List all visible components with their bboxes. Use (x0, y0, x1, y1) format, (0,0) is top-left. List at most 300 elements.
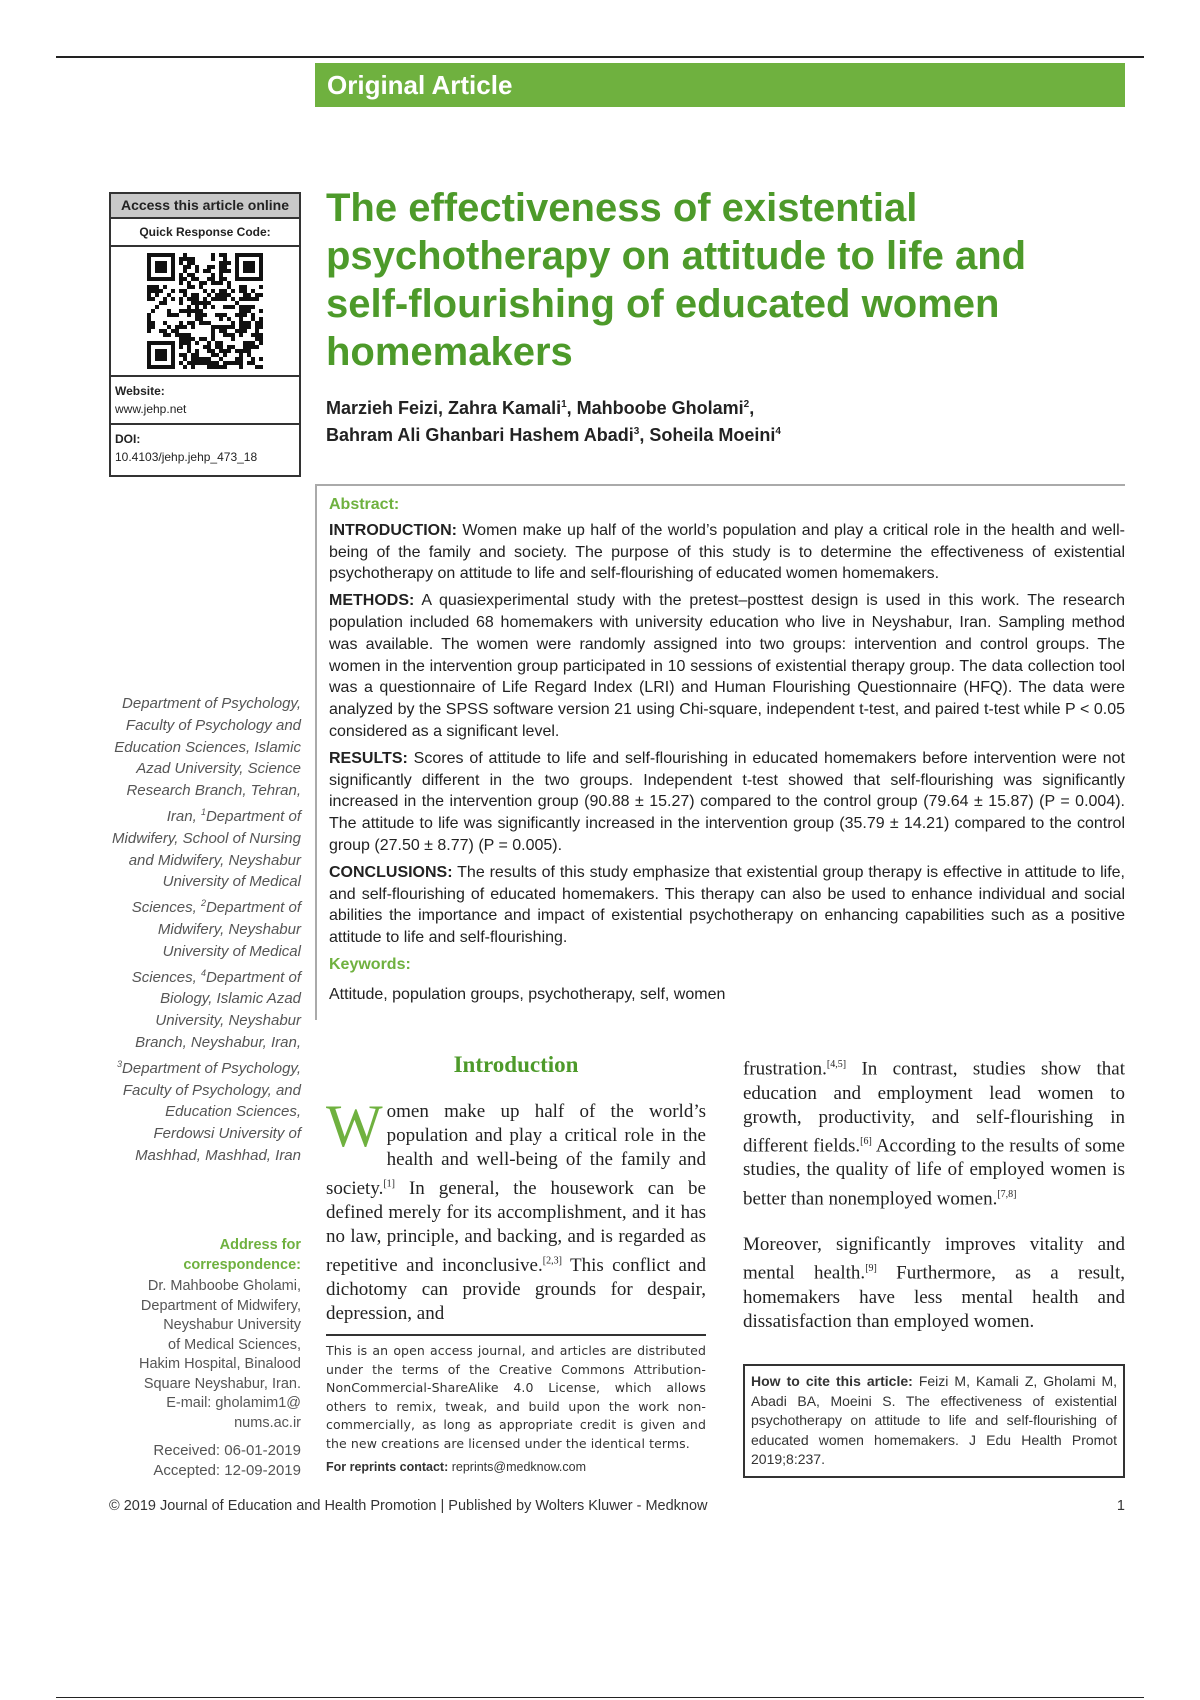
qr-module (219, 349, 223, 353)
qr-module (207, 345, 211, 349)
citation-text: Feizi M, Kamali Z, Gholami M, Abadi BA, Moeini S. The effectiveness of existential psychotherapy on attitude to life and self-flourishing of educated women homemakers. J Edu Health Promot 2019;8:237. (751, 1373, 1118, 1468)
qr-module (251, 345, 255, 349)
qr-module (255, 321, 259, 325)
qr-module (255, 329, 259, 333)
qr-module (195, 361, 199, 365)
intro-col1-text (326, 1093, 706, 1325)
correspondence-line: E-mail: gholamim1@ (166, 1395, 301, 1411)
qr-module (259, 309, 263, 313)
qr-module (211, 257, 215, 261)
qr-module (155, 289, 159, 293)
qr-module (239, 305, 243, 309)
qr-module (223, 325, 227, 329)
qr-module (215, 345, 219, 349)
section-text: Scores of attitude to life and self-flourishing in educated homemakers before intervention were not significantly different in the two groups. Independent t-test showed that self-flourishing was significantly increased in the intervention group (90.88 ± 15.27) compared to the control group (79.64 ± 15.87) (P = 0.004). The attitude to life was significantly increased in the intervention group (35.79 ± 14.21) compared to the control group (27.50 ± 8.77) (P = 0.005). (329, 749, 1125, 854)
qr-module (191, 257, 195, 261)
qr-module (187, 305, 191, 309)
qr-module (151, 325, 155, 329)
qr-module (251, 341, 255, 345)
qr-module (195, 357, 199, 361)
qr-module (183, 289, 187, 293)
qr-module (163, 301, 167, 305)
qr-module (235, 301, 239, 305)
qr-module (187, 285, 191, 289)
qr-module (211, 329, 215, 333)
qr-module (203, 305, 207, 309)
abstract-results (329, 748, 1125, 857)
qr-module (207, 293, 211, 297)
qr-module (215, 293, 219, 297)
qr-module (251, 305, 255, 309)
qr-module (243, 325, 247, 329)
qr-module (227, 261, 231, 265)
accepted-date: Accepted: 12-09-2019 (153, 1461, 301, 1479)
qr-module (191, 337, 195, 341)
qr-module (175, 329, 179, 333)
qr-module (147, 285, 151, 289)
qr-module (179, 277, 183, 281)
affiliation-text: Department of Biology, Islamic Azad University, Neyshabur Branch, Neyshabur, Iran, (135, 968, 301, 1051)
qr-module (243, 285, 247, 289)
correspondence-lines (104, 1277, 301, 1433)
qr-module (147, 289, 151, 293)
qr-module (179, 333, 183, 337)
qr-module (239, 365, 243, 369)
qr-module (187, 297, 191, 301)
reprints-contact (326, 1460, 706, 1474)
qr-module (183, 333, 187, 337)
qr-module (227, 281, 231, 285)
qr-module (259, 317, 263, 321)
qr-module (219, 281, 223, 285)
reference-mark[interactable]: [7,8] (997, 1188, 1017, 1200)
qr-module (187, 341, 191, 345)
qr-module (231, 325, 235, 329)
section-text: A quasiexperimental study with the pretest–posttest design is used in this work. The research population included 68 homemakers with university education who live in Neyshabur, Iran. Sampling method was available. The women were randomly assigned into two groups: intervention and control groups. The women in the intervention group participated in 10 sessions of existential therapy group. The data collection tool was a questionnaire of Life Regard Index (LRI) and Human Flourishing Questionnaire (HFQ). The data were analyzed by the SPSS software version 21 using Chi-square, independent t-test, and paired t-test while P < 0.05 considered as a significant level. (329, 592, 1125, 740)
qr-module (199, 317, 203, 321)
qr-module (239, 313, 243, 317)
qr-module (219, 265, 223, 269)
qr-module (179, 345, 183, 349)
qr-module (151, 285, 155, 289)
qr-module (183, 253, 187, 257)
qr-module (223, 261, 227, 265)
qr-module (259, 285, 263, 289)
author-affiliation-mark: 3 (633, 426, 640, 437)
qr-module (187, 265, 191, 269)
qr-module (203, 361, 207, 365)
author-affiliation-mark: 4 (775, 426, 781, 437)
keywords-text: Attitude, population groups, psychotherapy, self, women (329, 985, 726, 1003)
affiliation-mark: 3 (117, 1058, 123, 1069)
qr-module (183, 269, 187, 273)
qr-module (179, 321, 183, 325)
affiliation-text: Department of Psychology, Faculty of Psychology, and Education Sciences, Ferdowsi University of Mashhad, Mashhad, Iran (122, 1059, 301, 1164)
qr-module (227, 269, 231, 273)
qr-module (247, 353, 251, 357)
qr-module (179, 297, 183, 301)
qr-module (227, 325, 231, 329)
qr-module (223, 257, 227, 261)
qr-module (259, 341, 263, 345)
qr-module (199, 357, 203, 361)
introduction-heading: Introduction (453, 1052, 579, 1077)
qr-module (255, 297, 259, 301)
qr-module (195, 317, 199, 321)
section-label: INTRODUCTION: (329, 521, 457, 539)
affiliation-text: Department of Psychology, Faculty of Psychology and Education Sciences, Islamic Azad University, Science Research Branch, Tehran, Iran, (114, 695, 301, 825)
abstract-methods (329, 590, 1125, 743)
qr-module (195, 293, 199, 297)
qr-module (215, 281, 219, 285)
correspondence-line: nums.ac.ir (234, 1414, 301, 1431)
affiliation-text: Department of Midwifery, Neyshabur University of Medical Sciences, (131, 899, 301, 986)
qr-module (223, 265, 227, 269)
qr-module (243, 345, 247, 349)
qr-module (163, 321, 167, 325)
qr-module (207, 357, 211, 361)
correspondence-line: Neyshabur University (163, 1317, 301, 1333)
author-affiliation-mark: 1 (561, 399, 567, 410)
qr-module (247, 293, 251, 297)
qr-module (191, 309, 195, 313)
qr-module (251, 333, 255, 337)
qr-module (219, 269, 223, 273)
qr-module (195, 297, 199, 301)
qr-module (167, 313, 171, 317)
qr-module (199, 361, 203, 365)
intro-text: Moreover, significantly improves vitality and mental health. (743, 1234, 1125, 1284)
qr-module (183, 365, 187, 369)
reprints-label: For reprints contact: (326, 1460, 449, 1474)
qr-module (179, 281, 183, 285)
qr-module (183, 353, 187, 357)
bottom-rule (56, 1697, 1144, 1698)
qr-module (167, 333, 171, 337)
qr-module (207, 361, 211, 365)
qr-module (219, 357, 223, 361)
qr-module (171, 313, 175, 317)
qr-module (191, 261, 195, 265)
qr-module (155, 305, 159, 309)
qr-module (223, 269, 227, 273)
qr-module (223, 361, 227, 365)
abstract-conclusions (329, 862, 1125, 949)
qr-module (219, 313, 223, 317)
qr-finder-inner (243, 261, 255, 273)
correspondence-line: Hakim Hospital, Binalood (139, 1356, 301, 1372)
footer-text: © 2019 Journal of Education and Health Promotion | Published by Wolters Kluwer - Medknow (109, 1498, 708, 1514)
qr-module (211, 333, 215, 337)
qr-module (247, 349, 251, 353)
qr-module (255, 337, 259, 341)
qr-module (243, 341, 247, 345)
qr-module (159, 301, 163, 305)
qr-module (199, 281, 203, 285)
qr-module (211, 277, 215, 281)
qr-module (211, 349, 215, 353)
qr-module (239, 289, 243, 293)
intro-col2-paragraph-1 (743, 1053, 1125, 1211)
qr-module (259, 325, 263, 329)
qr-module (227, 349, 231, 353)
qr-module (223, 329, 227, 333)
qr-module (203, 357, 207, 361)
qr-module (211, 361, 215, 365)
qr-module (235, 357, 239, 361)
qr-module (211, 289, 215, 293)
qr-module (219, 345, 223, 349)
qr-module (239, 357, 243, 361)
qr-module (243, 313, 247, 317)
qr-module (155, 285, 159, 289)
article-title (326, 184, 1126, 376)
qr-module (187, 337, 191, 341)
qr-module (219, 297, 223, 301)
qr-module (163, 333, 167, 337)
qr-module (183, 293, 187, 297)
qr-module (255, 325, 259, 329)
qr-module (191, 277, 195, 281)
qr-module (159, 329, 163, 333)
qr-module (259, 357, 263, 361)
qr-module (179, 257, 183, 261)
qr-module (207, 265, 211, 269)
qr-module (195, 305, 199, 309)
qr-module (243, 293, 247, 297)
qr-module (223, 289, 227, 293)
author-name: , Soheila Moeini (639, 425, 776, 445)
qr-module (215, 353, 219, 357)
qr-module (239, 333, 243, 337)
qr-module (247, 341, 251, 345)
qr-module (199, 285, 203, 289)
abstract-introduction (329, 520, 1125, 585)
qr-module (187, 349, 191, 353)
qr-module (151, 289, 155, 293)
qr-module (223, 349, 227, 353)
doi-value[interactable]: 10.4103/jehp.jehp_473_18 (115, 450, 258, 464)
reference-mark[interactable]: [1] (383, 1178, 396, 1190)
affiliation-mark: 1 (200, 806, 206, 817)
qr-module (147, 317, 151, 321)
qr-module (243, 289, 247, 293)
qr-module (187, 333, 191, 337)
qr-module (219, 277, 223, 281)
author-name: , (749, 398, 755, 418)
qr-module (183, 257, 187, 261)
qr-module (239, 361, 243, 365)
qr-module (259, 365, 263, 369)
intro-col2-paragraph-2 (743, 1233, 1125, 1334)
qr-module (259, 337, 263, 341)
qr-module (179, 261, 183, 265)
author-name: , Mahboobe Gholami (566, 398, 744, 418)
qr-module (191, 321, 195, 325)
affiliation-text: Department of Midwifery, School of Nursing and Midwifery, Neyshabur University of Medical Sciences, (112, 807, 301, 917)
reference-mark[interactable]: [4,5] (826, 1059, 847, 1070)
correspondence-line: Square Neyshabur, Iran. (143, 1375, 301, 1392)
qr-module (247, 309, 251, 313)
qr-module (187, 313, 191, 317)
qr-module (207, 365, 211, 369)
qr-module (239, 329, 243, 333)
qr-module (183, 309, 187, 313)
section-text: The results of this study emphasize that existential group therapy is effective in attitude to life, and self-flourishing of educated homemakers. This therapy can also be used to enhance individual and social abilities the importance and impact of existential psychotherapy on enhancing capabilities such as a positive attitude to life and self-flourishing. (329, 863, 1125, 947)
qr-module (235, 361, 239, 365)
section-label: RESULTS: (329, 749, 408, 767)
qr-module (179, 309, 183, 313)
qr-module (207, 277, 211, 281)
qr-module (183, 357, 187, 361)
qr-module (199, 337, 203, 341)
qr-module (239, 317, 243, 321)
qr-module (147, 329, 151, 333)
qr-module (191, 357, 195, 361)
qr-module (159, 289, 163, 293)
qr-module (251, 297, 255, 301)
author-name: Zahra Kamali (448, 398, 562, 418)
qr-module (187, 361, 191, 365)
top-rule (56, 56, 1144, 58)
qr-module (179, 341, 183, 345)
qr-module (179, 337, 183, 341)
author-name: Marzieh Feizi, (326, 398, 449, 418)
keywords-heading: Keywords: (329, 955, 411, 973)
qr-module (195, 353, 199, 357)
qr-module (235, 329, 239, 333)
title-line: psychotherapy on attitude to life and (326, 234, 1027, 278)
intro-text: This conflict and dichotomy can provide grounds for despair, depression, and (326, 1254, 706, 1325)
qr-module (147, 325, 151, 329)
qr-module (231, 333, 235, 337)
qr-module (199, 301, 203, 305)
qr-module (167, 309, 171, 313)
qr-module (231, 321, 235, 325)
qr-module (223, 293, 227, 297)
reference-mark[interactable]: [6] (860, 1135, 872, 1147)
qr-module (231, 337, 235, 341)
qr-module (239, 353, 243, 357)
affiliation-mark: 4 (200, 967, 206, 978)
qr-module (259, 321, 263, 325)
qr-module (235, 313, 239, 317)
intro-text: Furthermore, as a result, homemakers have less mental health and dissatisfaction than employed women. (743, 1262, 1125, 1333)
qr-module (227, 293, 231, 297)
qr-module (179, 325, 183, 329)
qr-module (163, 329, 167, 333)
qr-module (243, 349, 247, 353)
qr-module (227, 333, 231, 337)
reference-mark[interactable]: [2,3] (542, 1255, 562, 1267)
qr-module (231, 297, 235, 301)
qr-module (231, 361, 235, 365)
qr-module (167, 293, 171, 297)
reference-mark[interactable]: [9] (865, 1263, 877, 1275)
qr-module (227, 285, 231, 289)
author-affiliation-mark: 2 (743, 399, 750, 410)
qr-module (151, 309, 155, 313)
qr-module (247, 361, 251, 365)
qr-module (247, 325, 251, 329)
section-label: METHODS: (329, 592, 415, 610)
authors-line-2 (326, 420, 1106, 447)
qr-code-icon[interactable] (147, 253, 263, 369)
license-notice: This is an open access journal, and articles are distributed under the terms of the Creative Commons Attribution-NonCommercial-ShareAlike 4.0 License, which allows others to remix, tweak, and build upon the work non-commercially, as long as appropriate credit is given and the new creations are licensed under the identical terms. (326, 1334, 706, 1453)
qr-module (151, 297, 155, 301)
qr-module (187, 261, 191, 265)
section-label: CONCLUSIONS: (329, 863, 453, 881)
affiliations (104, 693, 301, 1167)
doi-label: DOI: (115, 432, 141, 446)
intro-text: frustration. (743, 1058, 827, 1080)
qr-module (255, 333, 259, 337)
website-link[interactable]: www.jehp.net (115, 402, 187, 416)
qr-module (227, 305, 231, 309)
qr-module (255, 345, 259, 349)
qr-module (203, 269, 207, 273)
qr-module (251, 357, 255, 361)
qr-module (183, 265, 187, 269)
qr-module (223, 353, 227, 357)
received-date: Received: 06-01-2019 (153, 1442, 301, 1459)
qr-module (175, 333, 179, 337)
reprints-email[interactable]: reprints@medknow.com (448, 1460, 586, 1474)
qr-module (171, 297, 175, 301)
qr-module (207, 269, 211, 273)
qr-finder-inner (155, 261, 167, 273)
qr-module (195, 265, 199, 269)
qr-module (227, 361, 231, 365)
intro-text: According to the results of some studies, the quality of life of employed women is better than nonemployed women. (743, 1135, 1125, 1209)
qr-module (259, 293, 263, 297)
qr-label: Quick Response Code: (111, 219, 299, 247)
qr-module (191, 365, 195, 369)
qr-module (223, 365, 227, 369)
qr-module (223, 297, 227, 301)
qr-module (231, 289, 235, 293)
qr-module (223, 333, 227, 337)
qr-module (187, 309, 191, 313)
qr-module (231, 345, 235, 349)
qr-module (147, 293, 151, 297)
qr-module (207, 349, 211, 353)
qr-module (207, 301, 211, 305)
qr-code-area (111, 247, 299, 377)
qr-module (255, 293, 259, 297)
qr-module (219, 341, 223, 345)
intro-text: In general, the housework can be defined merely for its accomplishment, and it has no law, principle, and backing, and is regarded as repetitive and inconclusive. (326, 1177, 706, 1276)
qr-module (191, 293, 195, 297)
qr-module (227, 345, 231, 349)
correspondence-label: Address for correspondence: (183, 1237, 301, 1273)
page-number: 1 (1116, 1498, 1125, 1514)
qr-module (211, 337, 215, 341)
qr-module (219, 325, 223, 329)
qr-module (155, 293, 159, 297)
qr-module (239, 297, 243, 301)
qr-module (199, 309, 203, 313)
qr-module (243, 305, 247, 309)
correspondence-line: Department of Midwifery, (140, 1297, 301, 1314)
qr-module (223, 277, 227, 281)
qr-module (215, 361, 219, 365)
qr-module (215, 341, 219, 345)
qr-module (239, 325, 243, 329)
qr-module (219, 329, 223, 333)
qr-module (183, 277, 187, 281)
correspondence-line: of Medical Sciences, (168, 1336, 301, 1353)
